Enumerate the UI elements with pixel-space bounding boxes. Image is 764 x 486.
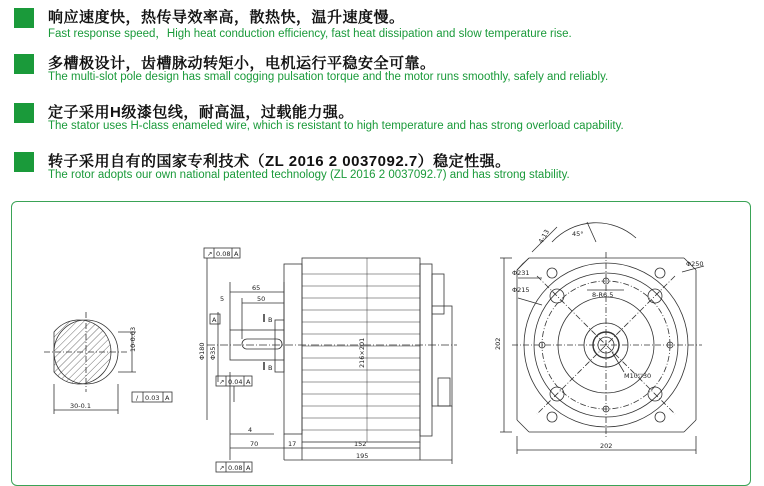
feature-desc-en: The stator uses H-class enameled wire, which is resistant to high temperature and has strong overload capability. bbox=[48, 120, 624, 132]
motor-front-view bbox=[500, 222, 704, 454]
dim-152: 152 bbox=[354, 440, 367, 448]
feature-desc-en: Fast response speed，High heat conduction efficiency, fast heat dissipation and slow temperature rise. bbox=[48, 28, 572, 40]
feature-title-zh: 转子采用自有的国家专利技术（ZL 2016 2 0037092.7）稳定性强。 bbox=[48, 153, 511, 170]
connector-box bbox=[432, 306, 452, 406]
angle-45: 45° bbox=[572, 230, 584, 238]
feature-title-zh: 响应速度快，热传导效率高，散热快，温升速度慢。 bbox=[48, 9, 405, 26]
radius-label: 8-R6.5 bbox=[592, 291, 614, 299]
dim-202-width: 202 bbox=[600, 442, 613, 450]
tol-value: 0.08 bbox=[216, 250, 231, 258]
section-b-label: B bbox=[268, 316, 273, 324]
section-b-label: B bbox=[268, 364, 273, 372]
motor-flange bbox=[284, 264, 302, 434]
bolt-hole bbox=[550, 289, 564, 303]
dia-35: Φ35 bbox=[209, 346, 217, 360]
dim-202-height: 202 bbox=[494, 337, 502, 350]
bullet-square-icon bbox=[14, 103, 34, 123]
dia-231: Φ231 bbox=[512, 269, 530, 277]
dia-250: Φ250 bbox=[686, 260, 704, 268]
tol-ref: A bbox=[246, 464, 251, 472]
dim-5: 5 bbox=[220, 295, 225, 303]
dia-215: Φ215 bbox=[512, 286, 530, 294]
tol-symbol: ↗ bbox=[219, 464, 225, 472]
dim-body: 216×201 bbox=[358, 337, 366, 368]
bullet-square-icon bbox=[14, 8, 34, 28]
shaft-width-dim: 30-0.1 bbox=[70, 402, 91, 410]
dim-4-13: 4-13 bbox=[536, 228, 552, 245]
datum-label: A bbox=[212, 316, 217, 324]
feature-title-zh: 定子采用H级漆包线，耐高温，过载能力强。 bbox=[48, 104, 354, 121]
dim-195: 195 bbox=[356, 452, 369, 460]
dia-180: Φ180 bbox=[198, 342, 206, 360]
shaft-keyway bbox=[242, 339, 282, 349]
feature-desc-en: The multi-slot pole design has small cogging pulsation torque and the motor runs smoothly, safely and reliably. bbox=[48, 71, 609, 83]
shaft-key-dim: 10-0.03 bbox=[129, 326, 137, 352]
tol-value: 0.08 bbox=[228, 464, 243, 472]
tol-symbol: ↗ bbox=[207, 250, 213, 258]
rear-end-cover bbox=[420, 264, 432, 436]
technical-drawing bbox=[12, 202, 751, 486]
dim-17: 17 bbox=[288, 440, 297, 448]
feature-title-zh: 多槽极设计，齿槽脉动转矩小，电机运行平稳安全可靠。 bbox=[48, 55, 436, 72]
dim-4: 4 bbox=[248, 426, 253, 434]
tol-symbol: / bbox=[136, 394, 139, 402]
tol-ref: A bbox=[234, 250, 239, 258]
dim-65: 65 bbox=[252, 284, 261, 292]
tol-ref: A bbox=[165, 394, 170, 402]
feature-desc-en: The rotor adopts our own national patented technology (ZL 2016 2 0037092.7) and has strong stability. bbox=[48, 169, 570, 181]
tol-value: 0.03 bbox=[145, 394, 160, 402]
thread-label: M10▽30 bbox=[624, 372, 652, 380]
flange-spigot bbox=[275, 320, 284, 372]
tol-value: 0.04 bbox=[228, 378, 243, 386]
dim-70: 70 bbox=[250, 440, 259, 448]
bullet-square-icon bbox=[14, 54, 34, 74]
bolt-hole bbox=[648, 289, 662, 303]
technical-drawing-frame bbox=[11, 201, 751, 486]
bullet-square-icon bbox=[14, 152, 34, 172]
connector-terminal bbox=[438, 378, 450, 406]
motor-side-view bbox=[204, 248, 457, 472]
tol-symbol: ↗ bbox=[219, 378, 225, 386]
dim-50: 50 bbox=[257, 295, 266, 303]
cable-gland bbox=[432, 274, 444, 314]
tol-ref: A bbox=[246, 378, 251, 386]
